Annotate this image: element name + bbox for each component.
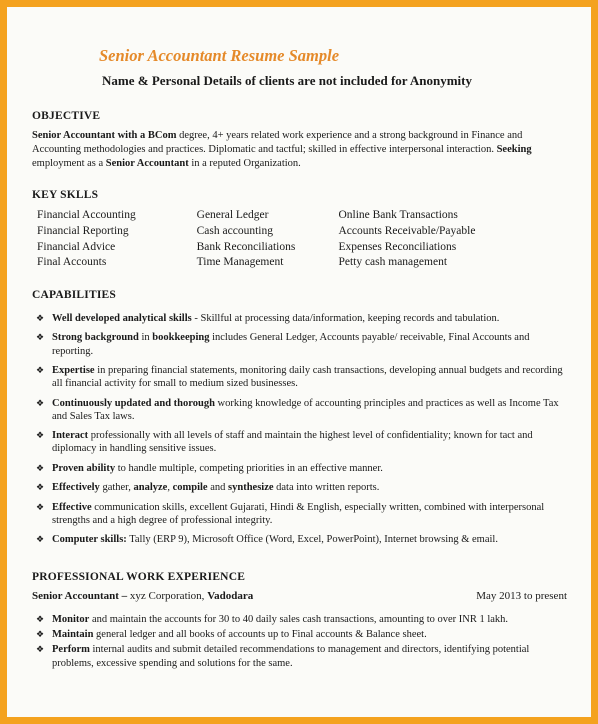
skill-item: Expenses Reconciliations xyxy=(338,240,457,253)
list-item: ❖ Well developed analytical skills - Skillful at processing data/information, keeping records and tabulation. xyxy=(36,313,500,324)
experience-heading: PROFESSIONAL WORK EXPERIENCE xyxy=(32,571,246,583)
objective-text-3: in a reputed Organization. xyxy=(188,158,301,169)
skills-row xyxy=(37,224,507,240)
objective-bold-3: Senior Accountant xyxy=(105,158,189,169)
list-item: ❖ Expertise in preparing financial statements, monitoring daily cash transactions, developing annual budgets and recording all financial activity for small to medium sized businesses. xyxy=(36,364,563,390)
skill-item: Final Accounts xyxy=(37,256,107,269)
skills-heading: KEY SKLLS xyxy=(32,189,99,201)
skill-item: Accounts Receivable/Payable xyxy=(338,224,476,237)
job-location: Vadodara xyxy=(207,590,254,602)
skill-item: Cash accounting xyxy=(196,224,273,237)
job-company: xyz Corporation, xyxy=(127,590,208,602)
diamond-bullet-icon: ❖ xyxy=(36,644,45,655)
resume-subtitle: Name & Personal Details of clients are not included for Anonymity xyxy=(102,73,472,88)
skill-item: Financial Reporting xyxy=(37,224,129,237)
skill-item: General Ledger xyxy=(196,209,269,221)
skill-item: Bank Reconciliations xyxy=(196,240,296,253)
skills-row xyxy=(37,240,507,256)
objective-text xyxy=(32,129,562,171)
diamond-bullet-icon: ❖ xyxy=(36,462,45,473)
diamond-bullet-icon: ❖ xyxy=(36,501,45,512)
diamond-bullet-icon: ❖ xyxy=(36,629,45,640)
list-item: ❖ Perform internal audits and submit detailed recommendations to management and directors, identifying potential problems, excessive spending and solutions for the same. xyxy=(36,644,530,669)
diamond-bullet-icon: ❖ xyxy=(36,534,45,545)
skill-item: Financial Advice xyxy=(37,240,116,253)
list-item: ❖ Maintain general ledger and all books of accounts up to Final accounts & Balance sheet. xyxy=(36,629,427,641)
list-item: ❖ Interact professionally with all levels of staff and maintain the highest level of confidentiality; known for tact and diplomacy in handling sensitive issues. xyxy=(36,430,533,455)
capabilities-list xyxy=(33,312,573,553)
list-item: ❖ Proven ability to handle multiple, competing priorities in an effective manner. xyxy=(36,462,383,474)
diamond-bullet-icon: ❖ xyxy=(36,614,45,624)
capabilities-heading: CAPABILITIES xyxy=(32,289,116,301)
diamond-bullet-icon: ❖ xyxy=(36,313,45,323)
skill-item: Financial Accounting xyxy=(37,209,136,221)
objective-bold-2: Seeking xyxy=(496,144,532,155)
resume-page xyxy=(7,7,591,717)
objective-text-1: degree, 4+ years related work experience and a strong background in Finance and Accounting methodologies and practices. Diplomatic and tactful; skilled in effective interpersonal interaction. xyxy=(32,130,523,155)
diamond-bullet-icon: ❖ xyxy=(36,397,45,408)
diamond-bullet-icon: ❖ xyxy=(36,430,45,441)
list-item: ❖ Computer skills: Tally (ERP 9), Microsoft Office (Word, Excel, PowerPoint), Internet browsing & email. xyxy=(36,534,498,546)
diamond-bullet-icon: ❖ xyxy=(36,364,45,375)
skills-row xyxy=(37,255,507,271)
experience-list xyxy=(33,613,573,672)
job-role: Senior Accountant – xyxy=(32,590,128,602)
diamond-bullet-icon: ❖ xyxy=(36,332,45,343)
list-item: ❖ Continuously updated and thorough working knowledge of accounting principles and practices as well as Income Tax and Sales Tax laws. xyxy=(36,397,559,422)
diamond-bullet-icon: ❖ xyxy=(36,482,45,493)
objective-bold-1: Senior Accountant with a BCom xyxy=(32,130,177,141)
skills-row xyxy=(37,208,507,224)
list-item: ❖ Effective communication skills, excellent Gujarati, Hindi & English, especially written, combined with interpersonal strengths and a high degree of professional integrity. xyxy=(36,501,545,526)
objective-heading: OBJECTIVE xyxy=(32,110,101,122)
list-item: ❖ Strong background in bookkeeping includes General Ledger, Accounts payable/ receivable, Final Accounts and reporting. xyxy=(36,332,530,357)
resume-title: Senior Accountant Resume Sample xyxy=(99,46,340,65)
objective-text-2: employment as a xyxy=(32,158,106,169)
list-item: ❖ Effectively gather, analyze, compile and synthesize data into written reports. xyxy=(36,482,380,494)
list-item: ❖ Monitor and maintain the accounts for 30 to 40 daily sales cash transactions, amounting to over INR 1 lakh. xyxy=(36,614,509,625)
skills-grid xyxy=(37,208,507,271)
skill-item: Online Bank Transactions xyxy=(338,209,458,221)
job-dates: May 2013 to present xyxy=(476,590,567,602)
job-header xyxy=(32,590,567,602)
skill-item: Time Management xyxy=(196,256,284,269)
skill-item: Petty cash management xyxy=(338,256,448,269)
